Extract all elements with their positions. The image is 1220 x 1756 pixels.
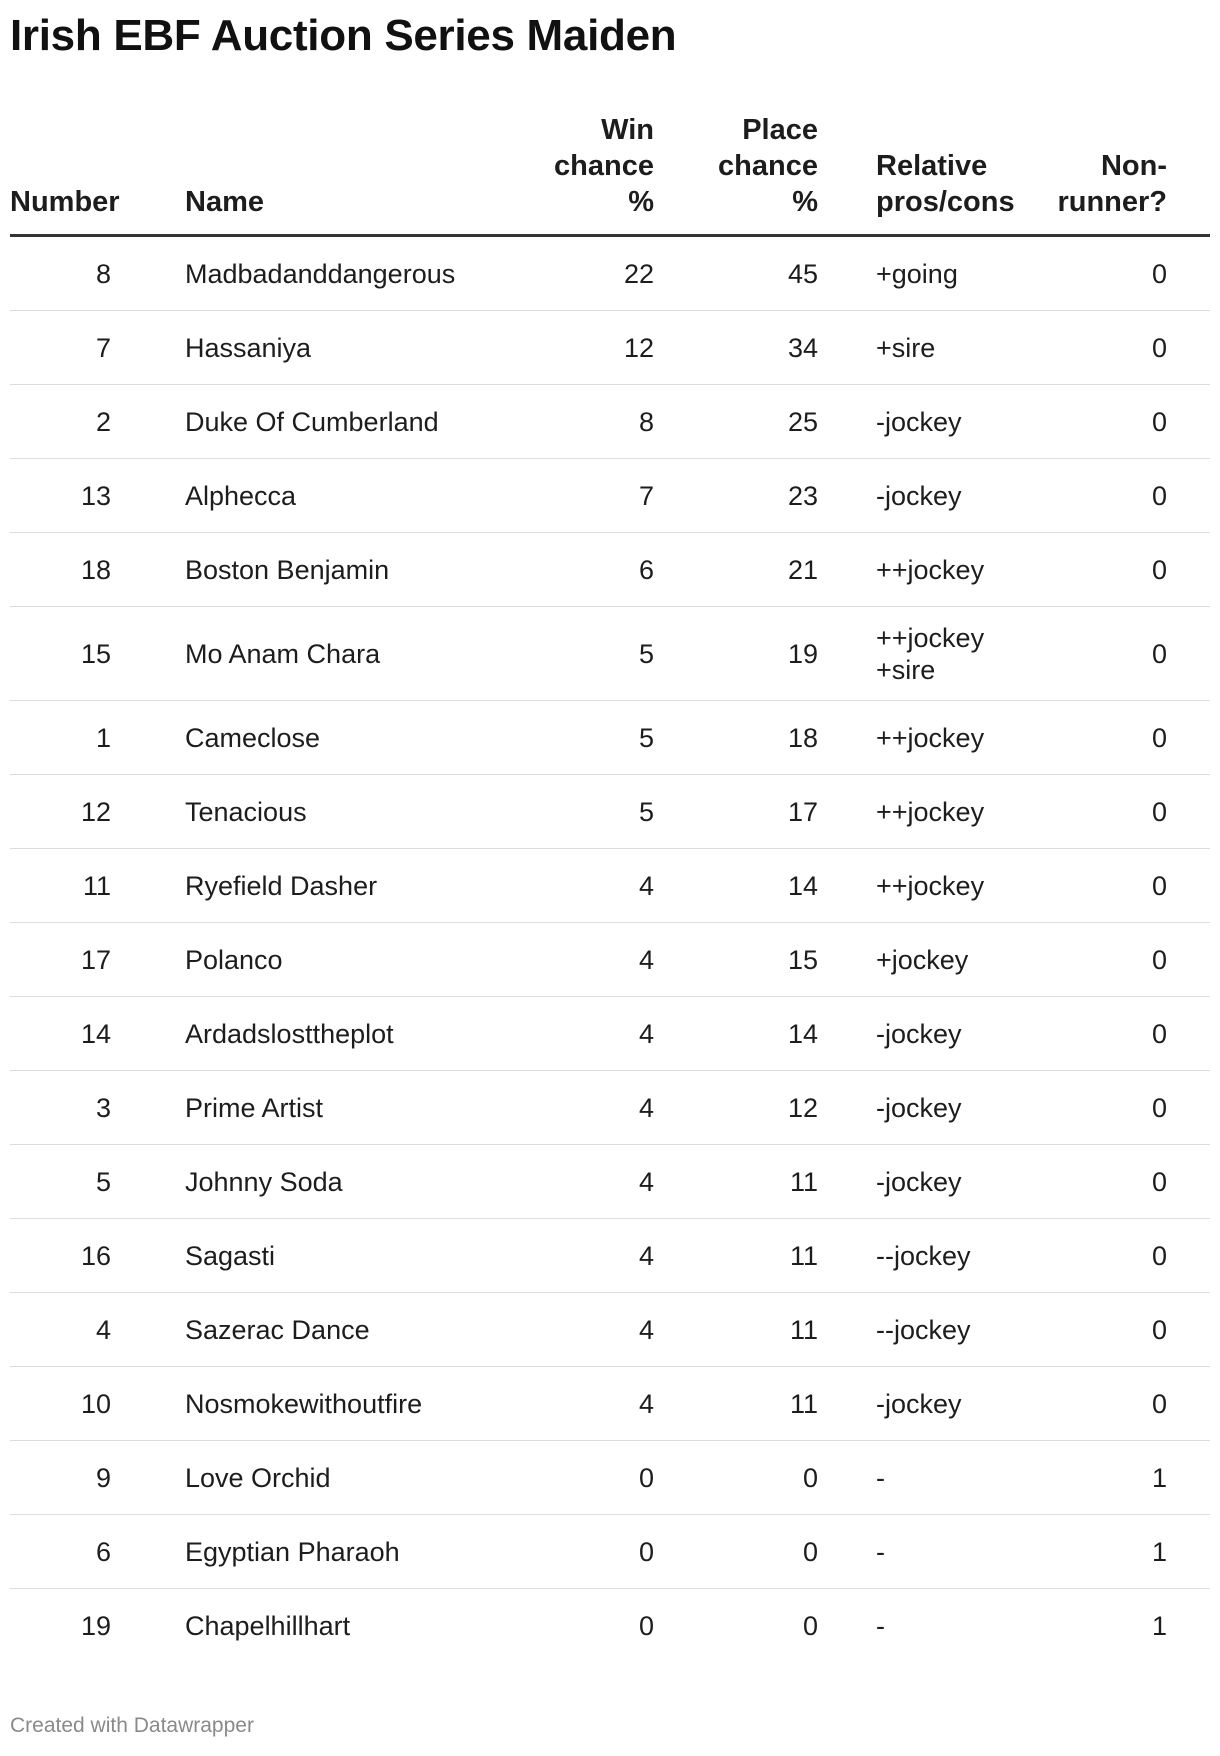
- cell-place-chance: 17: [654, 775, 818, 849]
- cell-pros-cons: [818, 1219, 1022, 1293]
- column-header-pros[interactable]: [818, 112, 1022, 236]
- pros-cons-item: --jockey: [876, 1314, 971, 1345]
- column-header-line: Relative: [876, 150, 988, 182]
- cell-non-runner: 1: [1022, 1441, 1210, 1515]
- pros-cons-item: -jockey: [876, 406, 962, 437]
- pros-cons-item: +going: [876, 258, 958, 289]
- cell-pros-cons: [818, 236, 1022, 311]
- cell-number: 10: [10, 1367, 185, 1441]
- cell-place-chance: 11: [654, 1219, 818, 1293]
- cell-non-runner: 0: [1022, 459, 1210, 533]
- cell-non-runner: 0: [1022, 236, 1210, 311]
- cell-non-runner: 0: [1022, 775, 1210, 849]
- cell-non-runner: 0: [1022, 997, 1210, 1071]
- cell-number: 3: [10, 1071, 185, 1145]
- cell-number: 14: [10, 997, 185, 1071]
- header-row: [10, 112, 1210, 236]
- cell-place-chance: 18: [654, 701, 818, 775]
- cell-name: Boston Benjamin: [185, 533, 530, 607]
- table-row: [10, 607, 1210, 701]
- cell-place-chance: 15: [654, 923, 818, 997]
- table-row: [10, 459, 1210, 533]
- cell-name: Egyptian Pharaoh: [185, 1515, 530, 1589]
- cell-win-chance: 4: [530, 1367, 654, 1441]
- cell-name: Prime Artist: [185, 1071, 530, 1145]
- column-header-line: Name: [185, 186, 264, 218]
- column-header-line: Win: [601, 114, 654, 146]
- cell-number: 15: [10, 607, 185, 701]
- pros-cons-item: -: [876, 1462, 885, 1493]
- cell-name: Cameclose: [185, 701, 530, 775]
- cell-name: Polanco: [185, 923, 530, 997]
- column-header-win[interactable]: [530, 112, 654, 236]
- cell-name: Hassaniya: [185, 311, 530, 385]
- cell-place-chance: 11: [654, 1293, 818, 1367]
- cell-name: Tenacious: [185, 775, 530, 849]
- cell-name: Ryefield Dasher: [185, 849, 530, 923]
- table-row: [10, 1145, 1210, 1219]
- table-row: [10, 385, 1210, 459]
- cell-non-runner: 0: [1022, 311, 1210, 385]
- cell-win-chance: 5: [530, 607, 654, 701]
- pros-cons-item: ++jockey: [876, 870, 985, 901]
- cell-non-runner: 0: [1022, 923, 1210, 997]
- cell-win-chance: 4: [530, 1293, 654, 1367]
- cell-win-chance: 4: [530, 1145, 654, 1219]
- cell-name: Sagasti: [185, 1219, 530, 1293]
- pros-cons-item: +sire: [876, 654, 936, 685]
- cell-non-runner: 0: [1022, 849, 1210, 923]
- column-header-line: Non-: [1100, 150, 1167, 182]
- cell-place-chance: 12: [654, 1071, 818, 1145]
- cell-pros-cons: [818, 997, 1022, 1071]
- cell-pros-cons: [818, 1293, 1022, 1367]
- table-row: [10, 1441, 1210, 1515]
- cell-non-runner: 1: [1022, 1515, 1210, 1589]
- column-header-line: runner?: [1057, 186, 1167, 218]
- cell-number: 12: [10, 775, 185, 849]
- pros-cons-item: ++jockey: [876, 722, 985, 753]
- cell-number: 2: [10, 385, 185, 459]
- cell-place-chance: 0: [654, 1441, 818, 1515]
- cell-non-runner: 0: [1022, 607, 1210, 701]
- cell-win-chance: 8: [530, 385, 654, 459]
- cell-win-chance: 0: [638, 1610, 654, 1641]
- cell-number: 6: [10, 1515, 185, 1589]
- cell-name: Mo Anam Chara: [185, 607, 530, 701]
- pros-cons-item: -jockey: [876, 1388, 962, 1419]
- pros-cons-item: +jockey: [876, 944, 969, 975]
- column-header-line: pros/cons: [876, 186, 1015, 218]
- cell-pros-cons: [818, 1071, 1022, 1145]
- cell-number: 5: [10, 1145, 185, 1219]
- cell-non-runner: 0: [1022, 385, 1210, 459]
- cell-place-chance: 34: [654, 311, 818, 385]
- column-header-line: chance: [718, 150, 818, 182]
- cell-win-chance: 4: [530, 1071, 654, 1145]
- cell-win-chance: 7: [530, 459, 654, 533]
- column-header-line: %: [792, 186, 818, 218]
- pros-cons-item: ++jockey: [876, 554, 985, 585]
- cell-number: 7: [10, 311, 185, 385]
- cell-non-runner: 1: [1151, 1610, 1167, 1641]
- pros-cons-item: -: [876, 1610, 885, 1641]
- cell-number: 4: [10, 1293, 185, 1367]
- pros-cons-item: -jockey: [876, 1018, 962, 1049]
- cell-place-chance: 0: [654, 1515, 818, 1589]
- cell-place-chance: 11: [654, 1367, 818, 1441]
- data-table: [10, 112, 1210, 1662]
- cell-non-runner: 0: [1022, 1145, 1210, 1219]
- pros-cons-item: -jockey: [876, 1166, 962, 1197]
- cell-place-chance: 11: [654, 1145, 818, 1219]
- cell-win-chance: 5: [530, 701, 654, 775]
- table-row: [10, 701, 1210, 775]
- cell-number: 11: [10, 849, 185, 923]
- table-row: [10, 236, 1210, 311]
- cell-win-chance: 5: [530, 775, 654, 849]
- table-row: [10, 1293, 1210, 1367]
- cell-number: 13: [10, 459, 185, 533]
- pros-cons-item: ++jockey: [876, 622, 985, 653]
- cell-win-chance: 6: [530, 533, 654, 607]
- cell-win-chance: 12: [530, 311, 654, 385]
- cell-pros-cons: [818, 849, 1022, 923]
- cell-pros-cons: [818, 385, 1022, 459]
- cell-win-chance: 0: [530, 1441, 654, 1515]
- table-row: [10, 1367, 1210, 1441]
- pros-cons-item: ++jockey: [876, 796, 985, 827]
- column-header-name[interactable]: [185, 112, 530, 236]
- table-row: [10, 1219, 1210, 1293]
- cell-pros-cons: [818, 775, 1022, 849]
- cell-place-chance: 0: [802, 1610, 818, 1641]
- pros-cons-item: -jockey: [876, 1092, 962, 1123]
- cell-number: 9: [10, 1441, 185, 1515]
- cell-win-chance: 22: [530, 236, 654, 311]
- cell-pros-cons: [818, 1145, 1022, 1219]
- cell-pros-cons: [818, 607, 1022, 701]
- cell-place-chance: 25: [654, 385, 818, 459]
- cell-number: 19: [80, 1610, 111, 1641]
- credit-footer: Created with Datawrapper: [10, 1714, 254, 1737]
- column-header-number[interactable]: [10, 112, 185, 236]
- cell-name: Nosmokewithoutfire: [185, 1367, 530, 1441]
- cell-pros-cons: [818, 1441, 1022, 1515]
- cell-number: 8: [10, 236, 185, 311]
- cell-pros-cons: [818, 1515, 1022, 1589]
- cell-name: Chapelhillhart: [185, 1610, 351, 1641]
- cell-win-chance: 4: [530, 849, 654, 923]
- cell-name: Alphecca: [185, 459, 530, 533]
- pros-cons-item: -: [876, 1536, 885, 1567]
- pros-cons-item: +sire: [876, 332, 936, 363]
- cell-pros-cons: [818, 533, 1022, 607]
- cell-win-chance: 4: [530, 997, 654, 1071]
- table-row: [10, 533, 1210, 607]
- cell-non-runner: 0: [1022, 1071, 1210, 1145]
- cell-pros-cons: [818, 923, 1022, 997]
- cell-non-runner: 0: [1022, 701, 1210, 775]
- cell-non-runner: 0: [1022, 1367, 1210, 1441]
- cell-number: 1: [10, 701, 185, 775]
- column-header-place[interactable]: [654, 112, 818, 236]
- cell-pros-cons: [818, 701, 1022, 775]
- column-header-line: %: [628, 186, 654, 218]
- column-header-nonrunner[interactable]: [1022, 112, 1210, 236]
- cell-win-chance: 4: [530, 1219, 654, 1293]
- cell-win-chance: 0: [530, 1515, 654, 1589]
- table-row: [10, 997, 1210, 1071]
- cell-pros-cons: [818, 311, 1022, 385]
- cell-number: 18: [10, 533, 185, 607]
- cell-non-runner: 0: [1022, 1219, 1210, 1293]
- column-header-line: Place: [742, 114, 818, 146]
- table-row: [10, 1515, 1210, 1589]
- cell-pros-cons: [818, 459, 1022, 533]
- table-row: [10, 775, 1210, 849]
- cell-non-runner: 0: [1022, 1293, 1210, 1367]
- cell-place-chance: 14: [654, 997, 818, 1071]
- table-row: [10, 311, 1210, 385]
- cell-win-chance: 4: [530, 923, 654, 997]
- column-header-line: chance: [554, 150, 654, 182]
- table-row: [10, 923, 1210, 997]
- table-row: [10, 849, 1210, 923]
- cell-number: 17: [10, 923, 185, 997]
- cell-name: Duke Of Cumberland: [185, 385, 530, 459]
- chart-title: Irish EBF Auction Series Maiden: [10, 11, 677, 60]
- cell-place-chance: 45: [654, 236, 818, 311]
- cell-place-chance: 21: [654, 533, 818, 607]
- cell-number: 16: [10, 1219, 185, 1293]
- column-header-line: Number: [10, 186, 120, 218]
- cell-name: Sazerac Dance: [185, 1293, 530, 1367]
- cell-place-chance: 23: [654, 459, 818, 533]
- cell-pros-cons: [818, 1367, 1022, 1441]
- cell-place-chance: 14: [654, 849, 818, 923]
- table-row: [10, 1071, 1210, 1145]
- pros-cons-item: -jockey: [876, 480, 962, 511]
- table-header: [10, 112, 1210, 236]
- cell-name: Love Orchid: [185, 1441, 530, 1515]
- cell-pros-cons: [818, 1589, 1022, 1663]
- cell-place-chance: 19: [654, 607, 818, 701]
- pros-cons-item: --jockey: [876, 1240, 971, 1271]
- table-body: [10, 236, 1210, 1663]
- table-row: [10, 1589, 1210, 1663]
- cell-non-runner: 0: [1022, 533, 1210, 607]
- cell-name: Madbadanddangerous: [185, 236, 530, 311]
- cell-name: Ardadslosttheplot: [185, 997, 530, 1071]
- cell-name: Johnny Soda: [185, 1145, 530, 1219]
